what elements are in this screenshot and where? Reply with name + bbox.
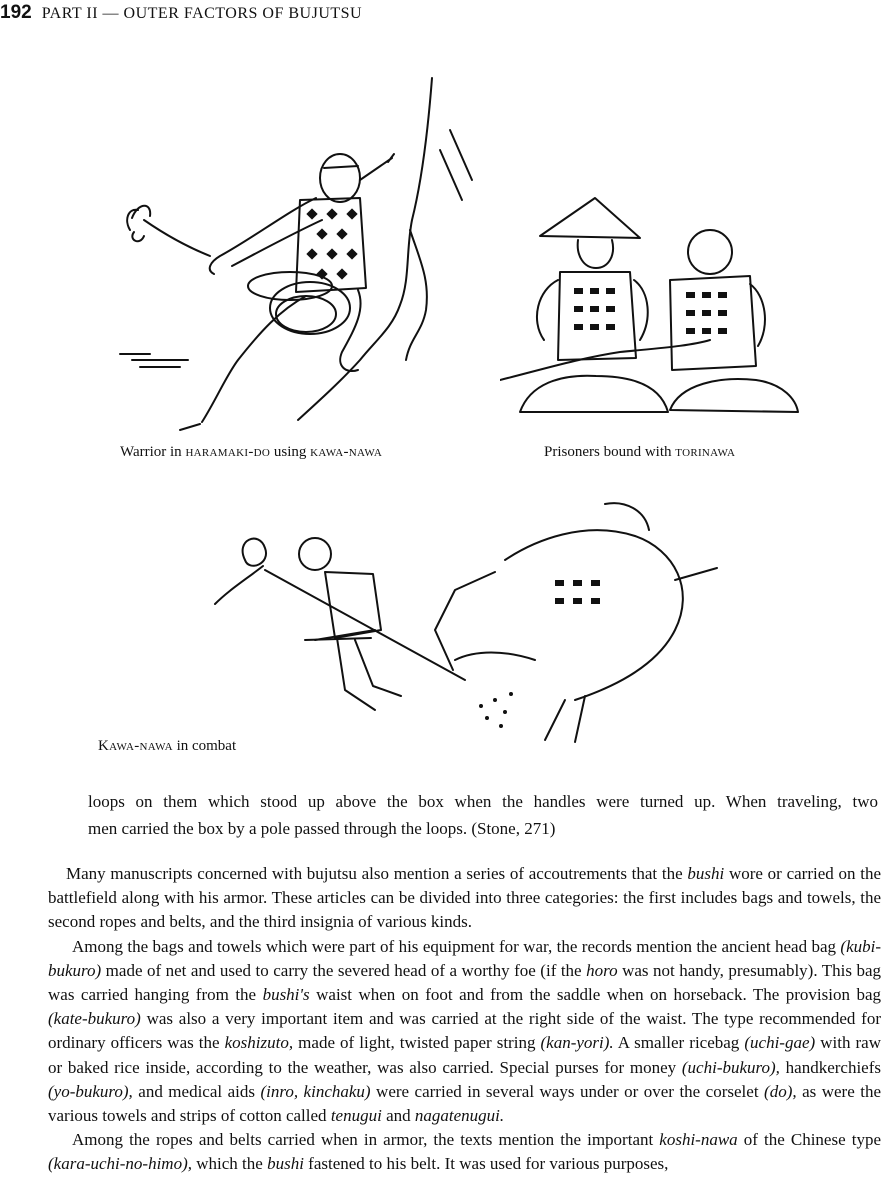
prisoners-torinawa-illustration — [500, 180, 810, 440]
paragraph: Many manuscripts concerned with bujutsu also mention a series of accoutrements that the bushi wore or carried on the battlefield along with his armor. These articles can be divided into three categories: the first includes bags and towels, the second ropes and belts, and the third insignia of various kinds. — [48, 864, 881, 932]
running-header — [0, 2, 362, 32]
page-number: 192 — [0, 2, 32, 23]
running-head-title: PART II — OUTER FACTORS OF BUJUTSU — [41, 5, 363, 22]
block-quote — [88, 788, 878, 842]
combat-illustration — [205, 480, 725, 760]
combat-caption: Kawa-nawa in combat — [98, 738, 237, 754]
quote-line: men carried the box by a pole passed through the loops. (Stone, 271) — [88, 819, 556, 838]
paragraph: Among the bags and towels which were part of his equipment for war, the records mention the ancient head bag (kubi-bukuro) made of net and used to carry the severed head of a worthy foe (if the horo was not handy, presumably). This bag was carried hanging from the bushi's waist when on foot and from the saddle when on horseback. The provision bag (kate-bukuro) was also a very important item and was carried at the right side of the waist. The type recommended for ordinary officers was the koshizuto, made of light, twisted paper string (kan-yori). A smaller ricebag (uchi-gae) with raw or baked rice inside, according to the weather, was also carried. Special purses for money (uchi-bukuro), handkerchiefs (yo-bukuro), and medical aids (inro, kinchaku) were carried in several ways under or over the corselet (do), as were the various towels and strips of cotton called tenugui and nagatenugui. — [48, 936, 882, 1126]
paragraph: Among the ropes and belts carried when in armor, the texts mention the important koshi-nawa of the Chinese type (kara-uchi-no-himo), which the bushi fastened to his belt. It was used for various purposes, — [48, 1130, 881, 1174]
warrior-caption: Warrior in haramaki-do using kawa-nawa — [120, 444, 383, 460]
prisoners-caption: Prisoners bound with torinawa — [544, 444, 736, 460]
body-text — [48, 862, 881, 1177]
warrior-kawa-nawa-illustration — [110, 70, 490, 440]
quote-line: loops on them which stood up above the box when the handles were turned up. When traveling, two — [88, 792, 878, 811]
